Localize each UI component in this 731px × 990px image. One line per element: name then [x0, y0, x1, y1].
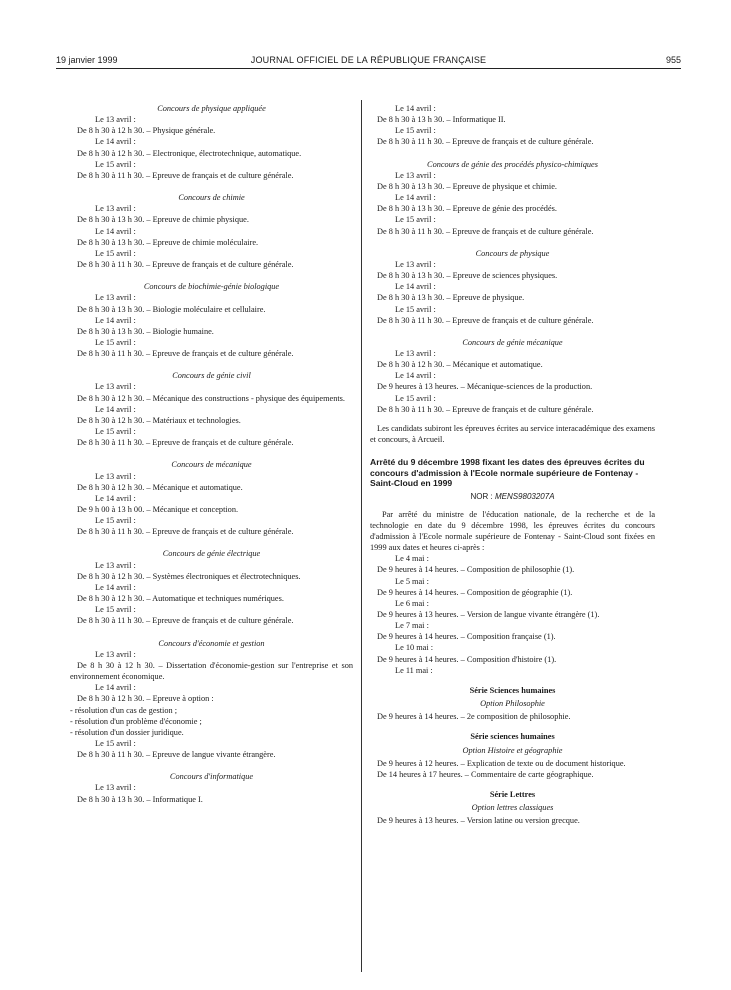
option-list-item: - résolution d'un cas de gestion ;	[70, 705, 178, 715]
option-title: Option Philosophie	[480, 699, 545, 709]
schedule-entry: De 8 h 30 à 12 h 30. – Epreuve à option :	[77, 694, 214, 704]
schedule-entry: De 8 h 30 à 11 h 30. – Epreuve de français et de culture générale.	[77, 438, 294, 448]
schedule-entry: De 8 h 30 à 13 h 30. – Epreuve de génie des procédés.	[377, 204, 557, 214]
schedule-entry: De 8 h 30 à 12 h 30. – Mécanique et automatique.	[377, 360, 543, 370]
concours-title: Concours de génie électrique	[162, 549, 261, 559]
schedule-day: Le 14 avril :	[95, 404, 136, 414]
header-page-number: 955	[665, 55, 681, 65]
concours-title: Concours d'économie et gestion	[158, 638, 265, 648]
schedule-entry: De 8 h 30 à 13 h 30. – Biologie moléculaire et cellulaire.	[77, 304, 266, 314]
schedule-day: Le 7 mai :	[395, 621, 429, 631]
concours-title: Concours de chimie	[178, 193, 245, 203]
schedule-entry: De 9 heures à 14 heures. – Composition de géographie (1).	[377, 587, 573, 597]
concours-title: Concours de physique appliquée	[157, 104, 266, 113]
schedule-entry: De 8 h 30 à 12 h 30. – Electronique, électrotechnique, automatique.	[77, 148, 302, 158]
schedule-day: Le 13 avril :	[95, 204, 136, 214]
serie-title: Série Sciences humaines	[469, 685, 556, 695]
nor-label: NOR :	[470, 492, 493, 502]
schedule-day: Le 14 avril :	[95, 582, 136, 592]
schedule-entry: De 8 h 30 à 12 h 30. – Matériaux et technologies.	[77, 415, 241, 425]
schedule-entry: De 8 h 30 à 11 h 30. – Epreuve de français et de culture générale.	[77, 527, 294, 537]
concours-title: Concours de mécanique	[171, 460, 252, 470]
arrete-intro: Par arrêté du ministre de l'éducation nationale, de la recherche et de la technologie en date du 9 décembre 1998, les épreuves écrites du concours d'admission à l'Ecole normale supérieure de Fontenay - Saint-Cloud sont fixées en 1999 aux dates et heures ci-après :	[370, 509, 655, 553]
schedule-day: Le 4 mai :	[395, 554, 429, 564]
schedule-day: Le 14 avril :	[95, 137, 136, 147]
schedule-day: Le 14 avril :	[95, 226, 136, 236]
schedule-day: Le 13 avril :	[95, 649, 136, 659]
schedule-day: Le 14 avril :	[395, 104, 436, 113]
schedule-day: Le 15 avril :	[95, 248, 136, 258]
nor-code: MENS9803207A	[494, 492, 555, 502]
concours-title: Concours de génie des procédés physico-chimiques	[427, 159, 598, 169]
schedule-entry: De 8 h 30 à 12 h 30. – Mécanique des constructions - physique des équipements.	[77, 393, 345, 403]
schedule-day: Le 15 avril :	[395, 215, 436, 225]
schedule-day: Le 13 avril :	[95, 471, 136, 481]
schedule-entry: De 8 h 30 à 11 h 30. – Epreuve de français et de culture générale.	[377, 315, 594, 325]
schedule-day: Le 14 avril :	[95, 315, 136, 325]
schedule-entry: De 8 h 30 à 11 h 30. – Epreuve de français et de culture générale.	[377, 404, 594, 414]
schedule-entry: De 8 h 30 à 11 h 30. – Epreuve de français et de culture générale.	[77, 349, 294, 359]
schedule-entry: De 9 heures à 13 heures. – Version de langue vivante étrangère (1).	[377, 610, 600, 619]
schedule-entry: De 9 h 00 à 13 h 00. – Mécanique et conception.	[77, 505, 239, 514]
serie-title: Série sciences humaines	[470, 732, 555, 742]
schedule-day: Le 13 avril :	[95, 382, 136, 392]
option-title: Option lettres classiques	[471, 803, 554, 813]
schedule-day: Le 14 avril :	[95, 493, 136, 503]
schedule-day: Le 15 avril :	[95, 738, 136, 748]
schedule-entry: De 8 h 30 à 13 h 30. – Epreuve de physique.	[377, 293, 525, 303]
schedule-day: Le 5 mai :	[395, 576, 429, 586]
schedule-day: Le 15 avril :	[395, 393, 436, 403]
schedule-entry: De 8 h 30 à 12 h 30. – Mécanique et automatique.	[77, 482, 243, 492]
option-list-item: - résolution d'un problème d'économie ;	[70, 716, 202, 726]
schedule-day: Le 13 avril :	[95, 560, 136, 570]
schedule-day: Le 15 avril :	[395, 126, 436, 136]
schedule-entry: De 14 heures à 17 heures. – Commentaire de carte géographique.	[377, 769, 594, 779]
option-list-item: - résolution d'un dossier juridique.	[70, 727, 184, 737]
arrete-schedule	[370, 553, 655, 676]
schedule-day: Le 13 avril :	[95, 783, 136, 793]
header-journal-title: JOURNAL OFFICIEL DE LA RÉPUBLIQUE FRANÇAISE	[250, 55, 487, 65]
schedule-entry: De 8 h 30 à 13 h 30. – Informatique I.	[77, 794, 203, 804]
schedule-entry: De 8 h 30 à 13 h 30. – Informatique II.	[377, 115, 506, 125]
schedule-day: Le 15 avril :	[95, 427, 136, 437]
schedule-day: Le 15 avril :	[395, 304, 436, 314]
schedule-entry: De 8 h 30 à 13 h 30. – Epreuve de chimie physique.	[77, 215, 249, 225]
schedule-entry: De 8 h 30 à 11 h 30. – Epreuve de français et de culture générale.	[377, 137, 594, 147]
schedule-entry: De 9 heures à 12 heures. – Explication de texte ou de document historique.	[377, 758, 626, 768]
schedule-entry: De 8 h 30 à 13 h 30. – Epreuve de chimie moléculaire.	[77, 237, 259, 247]
serie-title: Série Lettres	[489, 790, 536, 800]
schedule-entry: De 8 h 30 à 12 h 30. – Systèmes électroniques et électrotechniques.	[77, 571, 301, 581]
schedule-entry: De 8 h 30 à 11 h 30. – Epreuve de français et de culture générale.	[77, 616, 294, 626]
schedule-entry: De 8 h 30 à 12 h 30. – Physique générale.	[77, 126, 216, 136]
column-divider	[361, 100, 362, 972]
schedule-day: Le 14 avril :	[395, 282, 436, 292]
schedule-entry: De 8 h 30 à 13 h 30. – Biologie humaine.	[77, 326, 214, 336]
right-column	[370, 103, 655, 827]
series-list	[370, 685, 655, 827]
schedule-entry: De 9 heures à 14 heures. – Composition de philosophie (1).	[377, 565, 575, 575]
schedule-entry: De 8 h 30 à 12 h 30. – Dissertation d'économie-gestion sur l'entreprise et son environnement économique.	[70, 660, 353, 682]
schedule-day: Le 13 avril :	[95, 115, 136, 125]
schedule-day: Le 14 avril :	[95, 683, 136, 693]
schedule-day: Le 11 mai :	[395, 665, 433, 675]
schedule-entry: De 8 h 30 à 13 h 30. – Epreuve de physique et chimie.	[377, 181, 557, 191]
schedule-entry: De 9 heures à 13 heures. – Mécanique-sciences de la production.	[377, 382, 593, 392]
schedule-day: Le 14 avril :	[395, 371, 436, 381]
candidates-note: Les candidats subiront les épreuves écrites au service interacadémique des examens et concours, à Arcueil.	[370, 423, 655, 445]
schedule-entry: De 9 heures à 14 heures. – Composition française (1).	[377, 632, 556, 642]
nor-reference	[370, 491, 655, 502]
concours-title: Concours de génie mécanique	[462, 337, 563, 347]
schedule-entry: De 8 h 30 à 11 h 30. – Epreuve de langue vivante étrangère.	[77, 750, 276, 760]
header-rule	[56, 68, 681, 69]
left-column	[70, 103, 353, 805]
schedule-day: Le 13 avril :	[95, 293, 136, 303]
schedule-day: Le 14 avril :	[395, 193, 436, 203]
option-title: Option Histoire et géographie	[462, 745, 563, 755]
page-header	[56, 55, 681, 69]
schedule-day: Le 15 avril :	[95, 337, 136, 347]
schedule-day: Le 15 avril :	[95, 605, 136, 615]
schedule-entry: De 8 h 30 à 12 h 30. – Automatique et techniques numériques.	[77, 594, 284, 604]
concours-title: Concours de génie civil	[172, 371, 251, 381]
schedule-day: Le 13 avril :	[395, 259, 436, 269]
concours-title: Concours de physique	[475, 248, 550, 258]
schedule-entry: De 9 heures à 14 heures. – Composition d'histoire (1).	[377, 654, 557, 664]
schedule-day: Le 13 avril :	[395, 348, 436, 358]
schedule-entry: De 9 heures à 13 heures. – Version latine ou version grecque.	[377, 816, 580, 826]
header-date: 19 janvier 1999	[56, 55, 118, 65]
schedule-day: Le 10 mai :	[395, 643, 434, 653]
schedule-day: Le 15 avril :	[95, 159, 136, 169]
arrete-title: Arrêté du 9 décembre 1998 fixant les dates des épreuves écrites du concours d'admission à l'Ecole normale supérieure de Fontenay - Saint-Cloud en 1999	[370, 457, 645, 489]
right-blocks	[370, 159, 655, 415]
schedule-day: Le 15 avril :	[95, 516, 136, 526]
schedule-day: Le 13 avril :	[395, 170, 436, 180]
schedule-entry: De 9 heures à 14 heures. – 2e composition de philosophie.	[377, 712, 571, 722]
schedule-entry: De 8 h 30 à 11 h 30. – Epreuve de français et de culture générale.	[377, 226, 594, 236]
schedule-entry: De 8 h 30 à 13 h 30. – Epreuve de sciences physiques.	[377, 271, 558, 281]
right-intro	[370, 103, 655, 148]
schedule-day: Le 6 mai :	[395, 598, 429, 608]
concours-title: Concours d'informatique	[169, 772, 254, 782]
schedule-entry: De 8 h 30 à 11 h 30. – Epreuve de français et de culture générale.	[77, 170, 294, 180]
schedule-entry: De 8 h 30 à 11 h 30. – Epreuve de français et de culture générale.	[77, 260, 294, 270]
concours-title: Concours de biochimie-génie biologique	[143, 282, 280, 292]
